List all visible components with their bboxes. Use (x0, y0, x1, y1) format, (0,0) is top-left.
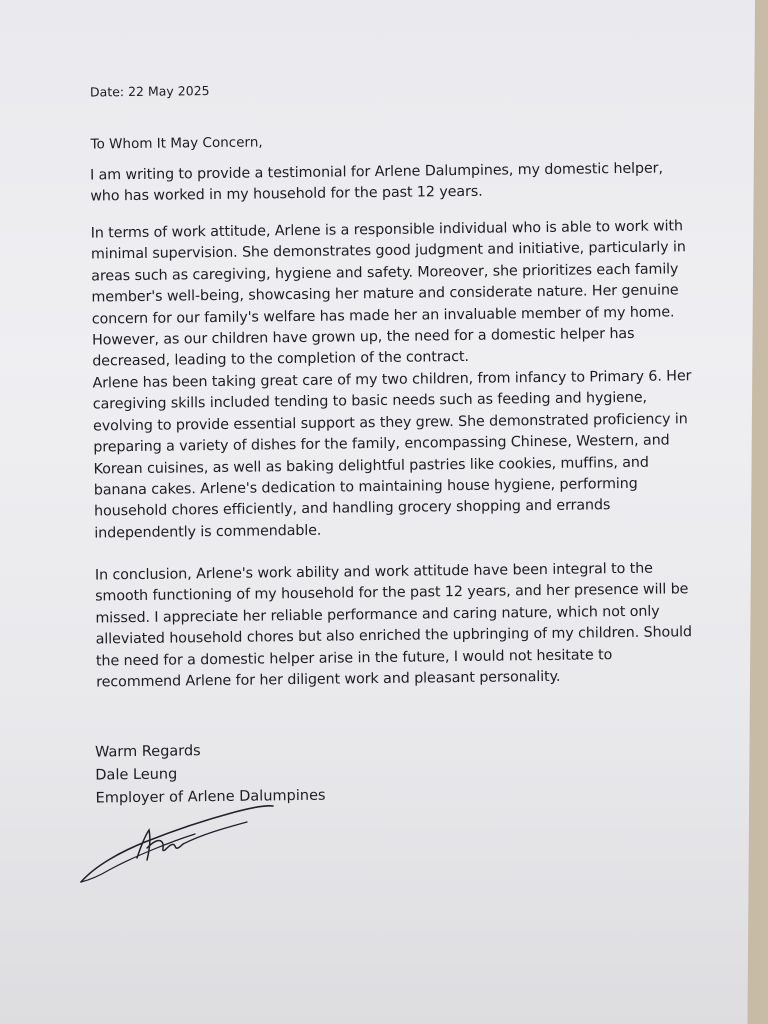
paragraph-line: alleviated household chores but also enriched the upbringing of my children. Should (95, 624, 693, 648)
paragraph-line: independently is commendable. (94, 522, 322, 542)
paragraph-line: However, as our children have grown up, the need for a domestic helper has (91, 325, 635, 349)
paragraph-care-duties (92, 366, 704, 545)
letter-date: Date: 22 May 2025 (89, 83, 210, 100)
letter-salutation: To Whom It May Concern, (90, 134, 263, 153)
paragraph-line: recommend Arlene for her diligent work and pleasant personality. (96, 668, 561, 691)
paragraph-line: who has worked in my household for the past 12 years. (90, 184, 483, 205)
paragraph-line: evolving to provide essential support as they grew. She demonstrated proficiency in (92, 411, 688, 435)
handwritten-signature (75, 800, 285, 890)
paragraph-line: member's well-being, showcasing her mature and considerate nature. Her genuine (91, 282, 679, 306)
paragraph-line: preparing a variety of dishes for the family, encompassing Chinese, Western, and (93, 432, 670, 456)
paragraph-line: banana cakes. Arlene's dedication to maintaining house hygiene, performing (93, 475, 638, 499)
paragraph-line: areas such as caregiving, hygiene and safety. Moreover, she prioritizes each family (91, 261, 679, 285)
paragraph-introduction (90, 158, 700, 208)
paragraph-conclusion (95, 558, 707, 694)
paragraph-line: caregiving skills included tending to basic needs such as feeding and hygiene, (92, 390, 648, 413)
paragraph-line: Korean cuisines, as well as baking delightful pastries like cookies, muffins, and (93, 454, 649, 478)
paragraph-line: In conclusion, Arlene's work ability and work attitude have been integral to the (94, 560, 653, 584)
signer-title: Employer of Arlene Dalumpines (95, 787, 326, 807)
paragraph-line: I am writing to provide a testimonial for Arlene Dalumpines, my domestic helper, (89, 160, 663, 184)
paragraph-work-attitude (91, 216, 703, 373)
paragraph-line: decreased, leading to the completion of the contract. (92, 349, 470, 370)
paragraph-line: minimal supervision. She demonstrates good judgment and initiative, particularly in (90, 239, 686, 263)
paragraph-line: household chores efficiently, and handling grocery shopping and errands (94, 497, 611, 520)
paragraph-line: the need for a domestic helper arise in the future, I would not hesitate to (95, 646, 613, 670)
paragraph-line: Arlene has been taking great care of my two children, from infancy to Primary 6. Her (92, 368, 692, 392)
paragraph-line: In terms of work attitude, Arlene is a responsible individual who is able to work with (90, 218, 684, 242)
paragraph-line: concern for our family's welfare has made her an invaluable member of my home. (91, 304, 675, 328)
signer-name: Dale Leung (95, 766, 178, 784)
paragraph-line: missed. I appreciate her reliable performance and caring nature, which not only (95, 603, 660, 627)
sign-off: Warm Regards (94, 743, 201, 761)
paragraph-line: smooth functioning of my household for the past 12 years, and her presence will be (95, 581, 689, 605)
